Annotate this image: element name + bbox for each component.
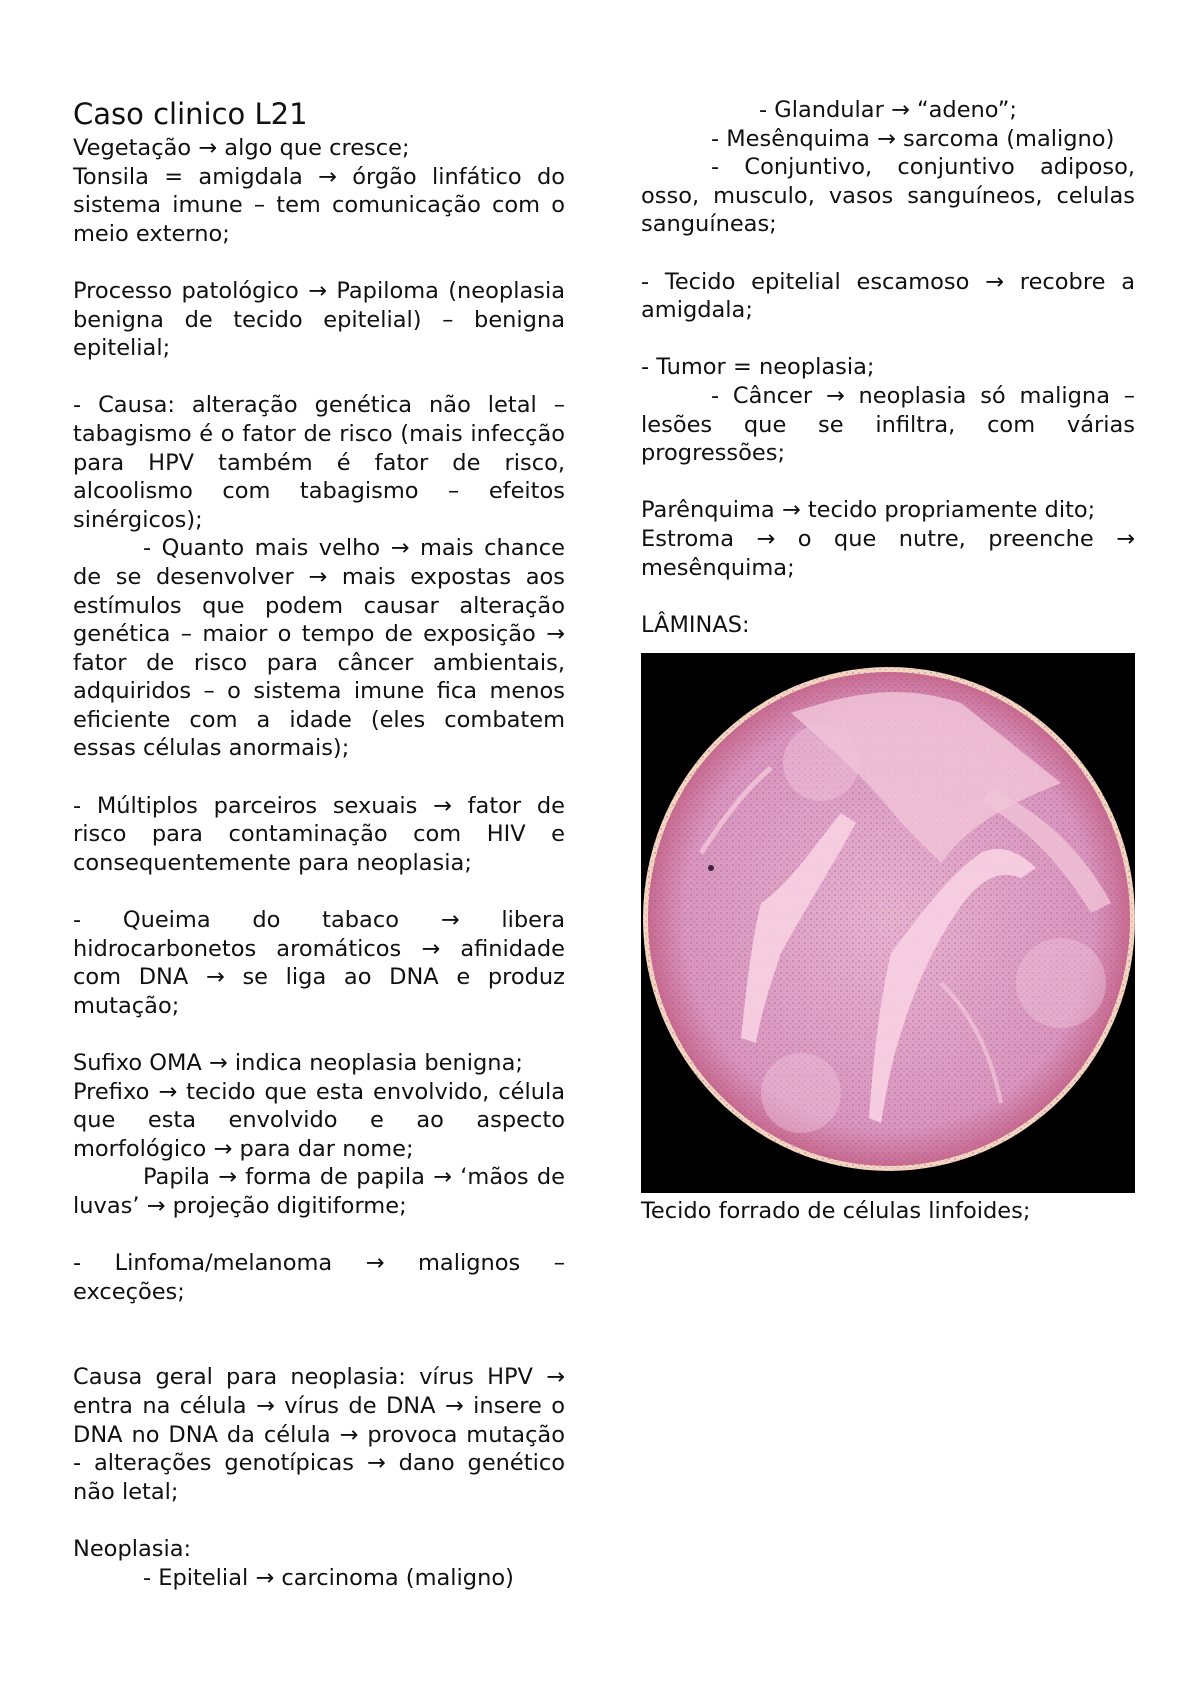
document-title: Caso clinico L21 <box>73 97 308 131</box>
paragraph: - Epitelial → carcinoma (maligno) <box>143 1564 514 1591</box>
paragraph: Sufixo OMA → indica neoplasia benigna; <box>73 1050 523 1076</box>
paragraph: Tonsila = amigdala → órgão linfático do sistema imune – tem comunicação com o meio externo; <box>73 163 565 247</box>
micrograph-illustration <box>641 653 1135 1193</box>
image-caption: Tecido forrado de células linfoides; <box>641 1198 1031 1225</box>
paragraph: Papila → forma de papila → ‘mãos de luvas’ → projeção digitiforme; <box>73 1164 565 1219</box>
paragraph: - Conjuntivo, conjuntivo adiposo, osso, musculo, vasos sanguíneos, celulas sanguíneas; <box>641 154 1135 238</box>
paragraph: Parênquima → tecido propriamente dito; <box>641 497 1096 524</box>
paragraph: Vegetação → algo que cresce; <box>73 135 410 161</box>
paragraph: Estroma → o que nutre, preenche → mesênquima; <box>641 525 1135 581</box>
paragraph: - Câncer → neoplasia só maligna – lesões que se infiltra, com várias progressões; <box>641 382 1135 467</box>
paragraph: - Tumor = neoplasia; <box>641 354 875 381</box>
paragraph: Neoplasia: <box>73 1535 192 1562</box>
section-label: LÂMINAS: <box>641 611 750 638</box>
paragraph: - Glandular → “adeno”; <box>758 97 1018 123</box>
micrograph-image <box>641 653 1135 1193</box>
paragraph: - Quanto mais velho → mais chance de se desenvolver → mais expostas aos estímulos que podem causar alteração genética – maior o tempo de exposição → fator de risco para câncer ambientais, adquiridos – o sistema imune fica menos eficiente com a idade (eles combatem essas células anormais); <box>73 535 565 762</box>
left-column <box>73 96 565 1592</box>
right-column <box>641 96 1135 1226</box>
paragraph: - Queima do tabaco → libera hidrocarbonetos aromáticos → afinidade com DNA → se liga ao DNA e produz mutação; <box>73 907 565 1019</box>
paragraph: - Múltiplos parceiros sexuais → fator de risco para contaminação com HIV e consequentemente para neoplasia; <box>73 792 565 876</box>
paragraph: Processo patológico → Papiloma (neoplasia benigna de tecido epitelial) – benigna epitelial; <box>73 277 565 362</box>
paragraph: Causa geral para neoplasia: vírus HPV → entra na célula → vírus de DNA → insere o DNA no DNA da célula → provoca mutação - alterações genotípicas → dano genético não letal; <box>73 1364 565 1505</box>
paragraph: - Mesênquima → sarcoma (maligno) <box>711 125 1115 152</box>
paragraph: - Causa: alteração genética não letal – tabagismo é o fator de risco (mais infecção para HPV também é fator de risco, alcoolismo com tabagismo – efeitos sinérgicos); <box>73 392 565 533</box>
paragraph: - Tecido epitelial escamoso → recobre a amigdala; <box>641 268 1135 324</box>
paragraph: - Linfoma/melanoma → malignos – exceções; <box>73 1250 565 1305</box>
paragraph: Prefixo → tecido que esta envolvido, célula que esta envolvido e ao aspecto morfológico → para dar nome; <box>73 1078 565 1162</box>
